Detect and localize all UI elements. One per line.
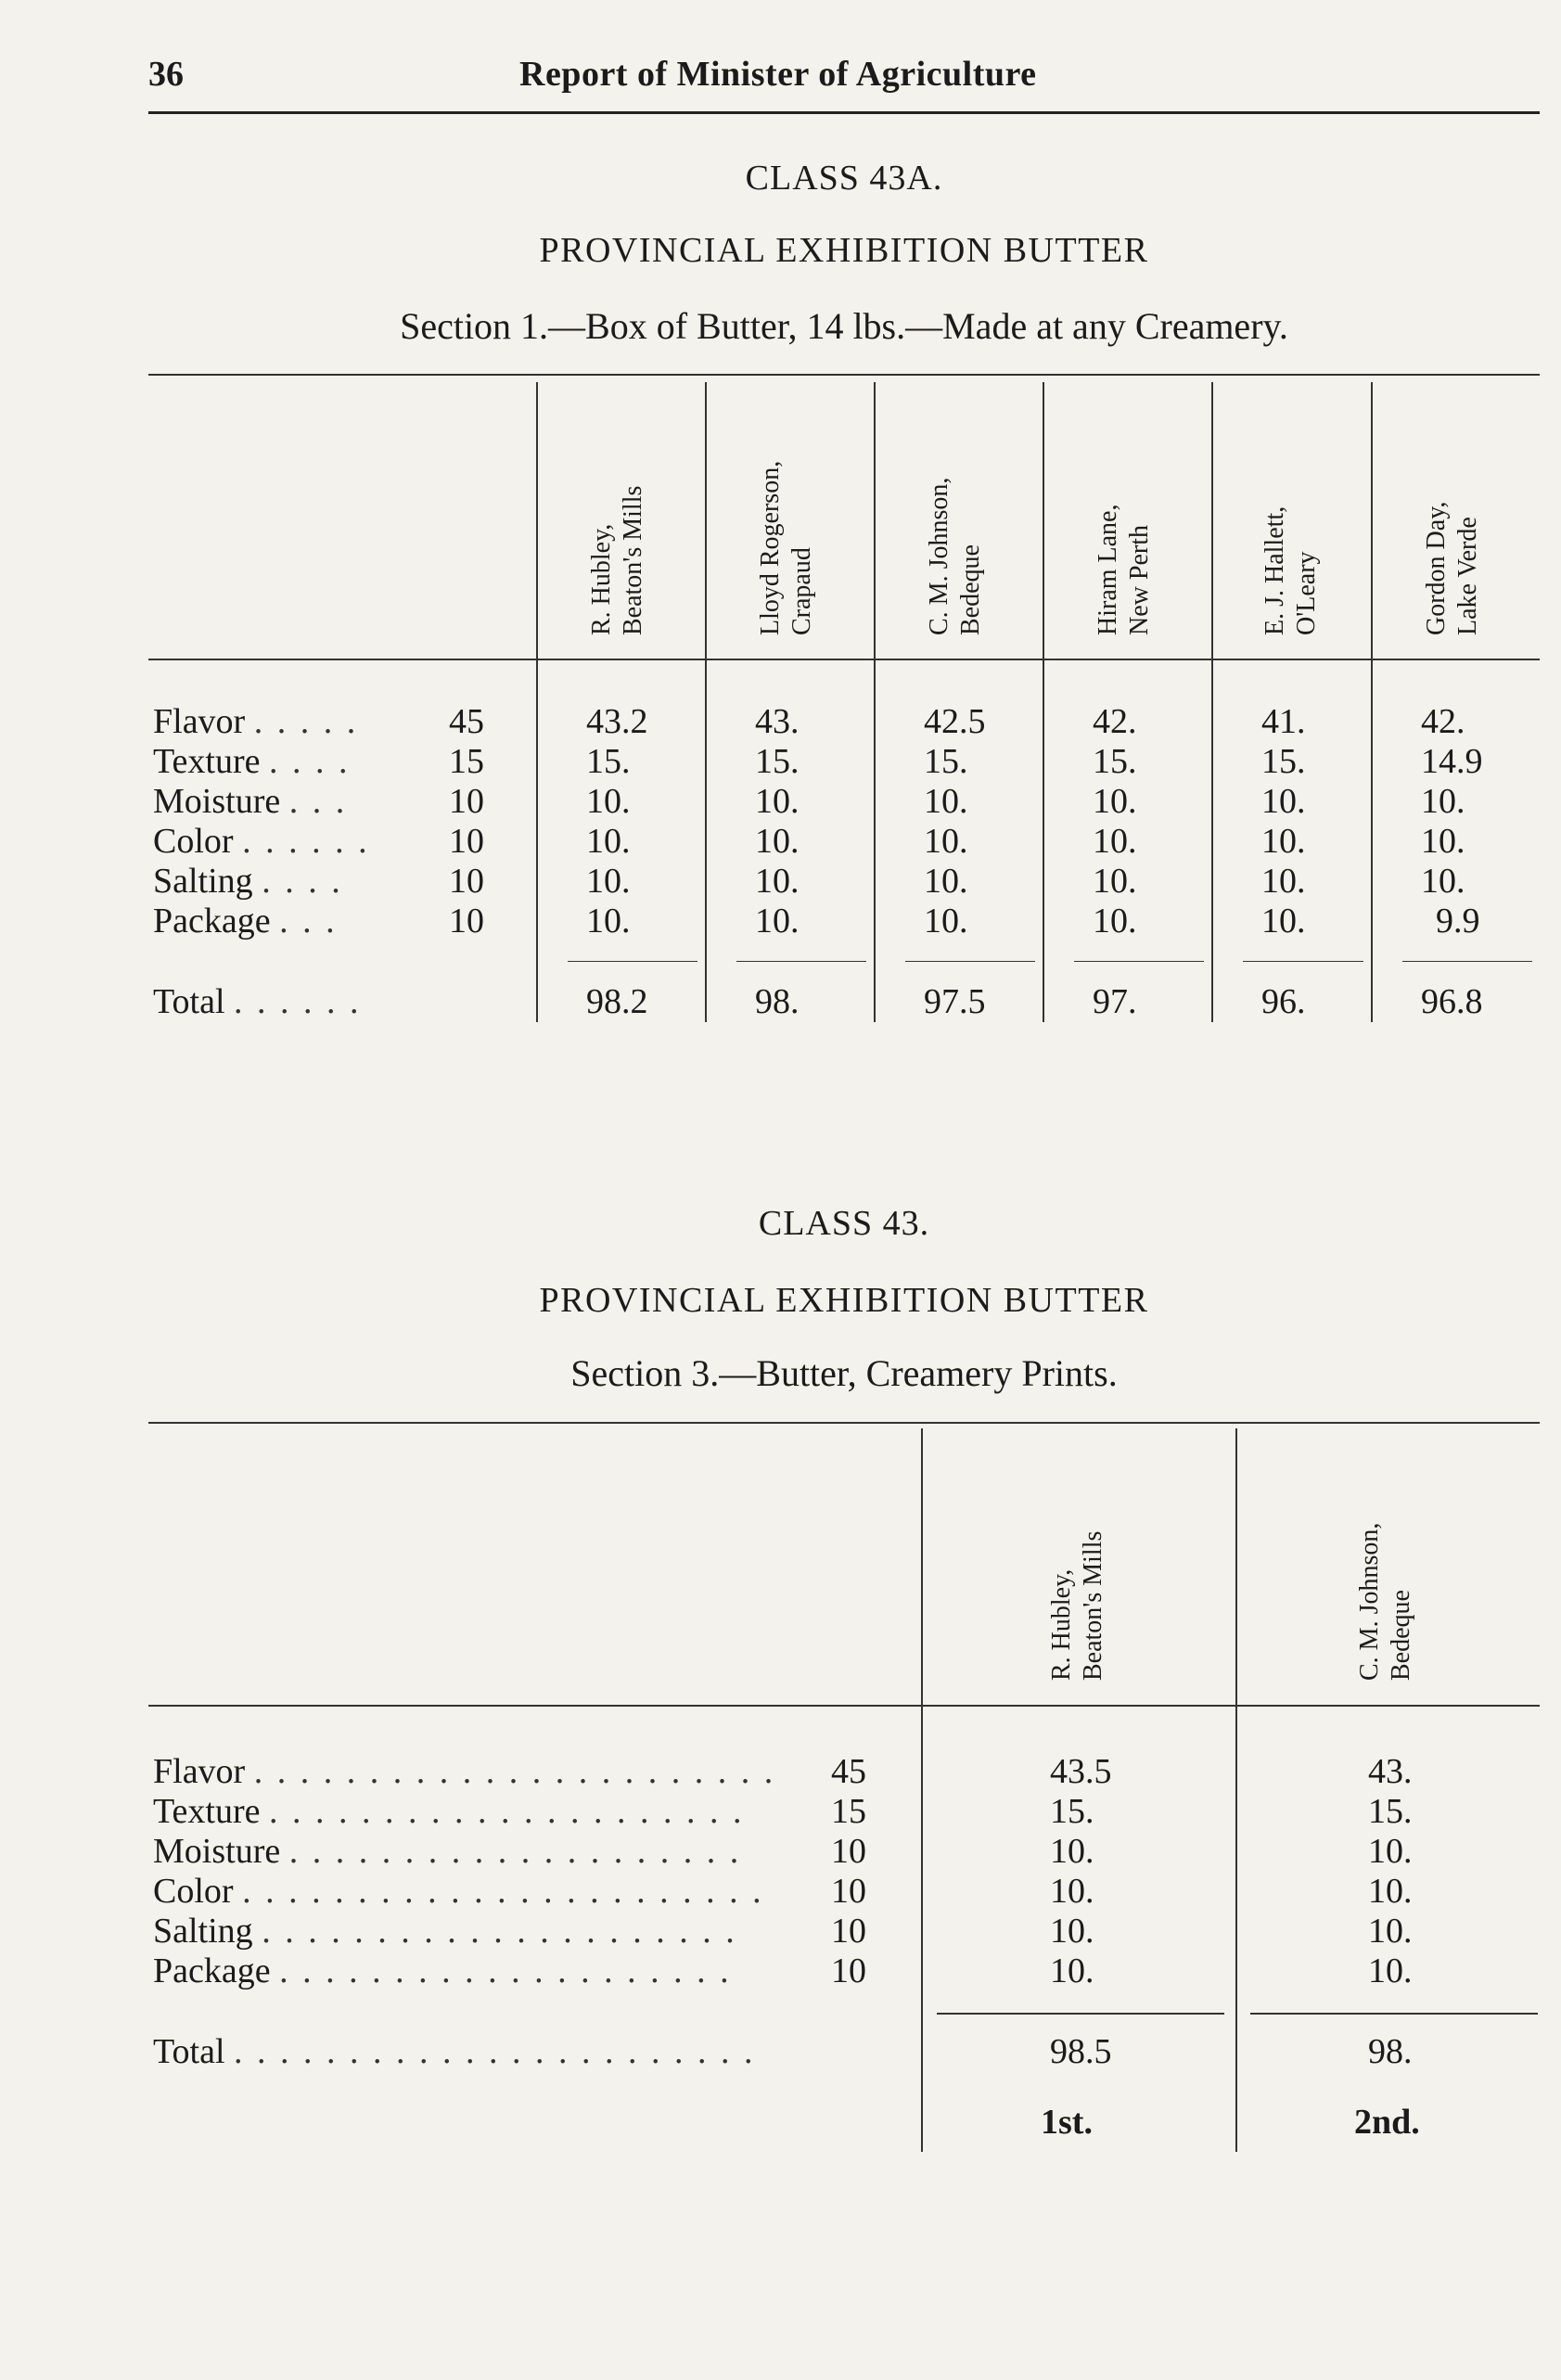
total-row-label: Total . . . . . . . . . . . . . . . . . . . . . . . — [153, 2032, 756, 2071]
score-cell: 10. — [1421, 862, 1465, 901]
total-score: 96.8 — [1421, 982, 1483, 1021]
score-cell: 10. — [924, 822, 968, 861]
score-cell: 10. — [1093, 822, 1137, 861]
score-cell: 15. — [586, 742, 631, 781]
score-cell: 10. — [1421, 822, 1465, 861]
total-underline — [736, 961, 866, 962]
score-cell: 10. — [1093, 862, 1137, 901]
score-cell: 43.2 — [586, 702, 648, 741]
total-underline — [905, 961, 1035, 962]
entrant-name: E. J. Hallett, — [1260, 505, 1289, 635]
score-cell: 10. — [1261, 862, 1306, 901]
score-cell: 15. — [924, 742, 968, 781]
entrant-name: Lloyd Rogerson, — [756, 460, 785, 635]
table1-section-title: Section 1.—Box of Butter, 14 lbs.—Made at any Creamery. — [400, 305, 1288, 347]
score-cell: 10. — [755, 822, 800, 861]
table-row-label: Package . . . — [153, 902, 338, 940]
total-score: 98.5 — [1050, 2032, 1112, 2071]
table1-entrant-header — [1093, 505, 1156, 636]
table-row-label: Salting . . . . — [153, 862, 343, 901]
table-row-label: Moisture . . . — [153, 782, 348, 821]
max-score: 10 — [449, 862, 484, 901]
table1-entrant-header — [924, 478, 987, 635]
max-score: 10 — [831, 1832, 866, 1871]
score-cell: 10. — [1261, 782, 1306, 821]
score-cell: 10. — [1093, 782, 1137, 821]
table2-top-rule — [148, 1422, 1540, 1424]
score-cell: 10. — [586, 822, 631, 861]
score-cell: 10. — [586, 902, 631, 940]
table2-section-title: Section 3.—Butter, Creamery Prints. — [570, 1352, 1118, 1394]
score-cell: 43.5 — [1050, 1752, 1112, 1791]
score-cell: 14.9 — [1421, 742, 1483, 781]
total-underline — [1402, 961, 1532, 962]
total-score: 98. — [755, 982, 800, 1021]
score-cell: 15. — [1093, 742, 1137, 781]
max-score: 45 — [449, 702, 484, 741]
table1-entrant-header — [1260, 506, 1323, 635]
score-cell: 42.5 — [924, 702, 986, 741]
score-cell: 15. — [1368, 1792, 1413, 1831]
score-cell: 10. — [924, 902, 968, 940]
score-cell: 43. — [1368, 1752, 1413, 1791]
table2-column-separator — [1235, 1428, 1237, 2152]
table-row-label: Salting . . . . . . . . . . . . . . . . . . . . . — [153, 1912, 737, 1951]
total-score: 98.2 — [586, 982, 648, 1021]
total-score: 96. — [1261, 982, 1306, 1021]
total-score: 97. — [1093, 982, 1137, 1021]
score-cell: 10. — [1421, 782, 1465, 821]
score-cell: 10. — [924, 782, 968, 821]
entrant-place: New Perth — [1125, 525, 1154, 635]
entrant-name: R. Hubley, — [1047, 1568, 1076, 1681]
score-cell: 10. — [1050, 1832, 1094, 1871]
max-score: 15 — [449, 742, 484, 781]
score-cell: 10. — [1050, 1872, 1094, 1911]
entrant-place: Beaton's Mills — [619, 485, 647, 635]
table-row-label: Moisture . . . . . . . . . . . . . . . . . . . . — [153, 1832, 742, 1871]
entrant-place: O'Leary — [1292, 551, 1321, 635]
table-row-label: Package . . . . . . . . . . . . . . . . . . . . — [153, 1951, 732, 1990]
score-cell: 10. — [755, 902, 800, 940]
score-cell: 10. — [1261, 902, 1306, 940]
entrant-name: C. M. Johnson, — [1355, 1522, 1384, 1681]
score-cell: 43. — [755, 702, 800, 741]
total-row-label: Total . . . . . . — [153, 982, 362, 1021]
table1-column-separator — [1371, 382, 1373, 1022]
table-row-label: Color . . . . . . . . . . . . . . . . . . . . . . . — [153, 1872, 764, 1911]
first-place-award: 1st. — [1041, 2103, 1093, 2142]
class-43-title: CLASS 43. — [758, 1204, 930, 1243]
table-row-label: Texture . . . . . . . . . . . . . . . . . . . . . — [153, 1792, 745, 1831]
score-cell: 42. — [1093, 702, 1137, 741]
score-cell: 9.9 — [1436, 902, 1480, 940]
score-cell: 41. — [1261, 702, 1306, 741]
table2-subtitle: PROVINCIAL EXHIBITION BUTTER — [539, 1281, 1149, 1320]
table-row-label: Texture . . . . — [153, 742, 351, 781]
table1-column-separator — [1043, 382, 1044, 1022]
running-header — [148, 54, 1540, 109]
score-cell: 10. — [1368, 1912, 1413, 1951]
page-number: 36 — [148, 55, 184, 94]
table1-column-separator — [1211, 382, 1213, 1022]
total-underline — [1243, 961, 1363, 962]
total-underline — [1074, 961, 1204, 962]
score-cell: 10. — [1368, 1872, 1413, 1911]
score-cell: 10. — [755, 782, 800, 821]
score-cell: 10. — [586, 782, 631, 821]
max-score: 10 — [831, 1951, 866, 1990]
score-cell: 10. — [1368, 1951, 1413, 1990]
score-cell: 10. — [1093, 902, 1137, 940]
table1-column-separator — [705, 382, 707, 1022]
table-row-label: Flavor . . . . . — [153, 702, 359, 741]
table1-column-separator — [536, 382, 538, 1022]
table2-entrant-header — [1046, 1531, 1109, 1681]
header-rule — [148, 111, 1540, 114]
max-score: 10 — [449, 902, 484, 940]
table1-entrant-header — [586, 486, 649, 635]
max-score: 10 — [449, 822, 484, 861]
running-title: Report of Minister of Agriculture — [519, 55, 1037, 94]
max-score: 15 — [831, 1792, 866, 1831]
score-cell: 15. — [1261, 742, 1306, 781]
score-cell: 10. — [1050, 1951, 1094, 1990]
max-score: 10 — [449, 782, 484, 821]
total-score: 97.5 — [924, 982, 986, 1021]
table-row-label: Color . . . . . . — [153, 822, 370, 861]
entrant-name: C. M. Johnson, — [925, 477, 953, 635]
score-cell: 15. — [1050, 1792, 1094, 1831]
max-score: 10 — [831, 1872, 866, 1911]
entrant-name: Gordon Day, — [1422, 501, 1451, 635]
score-cell: 10. — [755, 862, 800, 901]
entrant-place: Bedeque — [956, 544, 985, 635]
table1-entrant-header — [1421, 502, 1484, 635]
entrant-name: Hiram Lane, — [1094, 504, 1122, 635]
table1-subtitle: PROVINCIAL EXHIBITION BUTTER — [539, 231, 1149, 270]
table2-entrant-header — [1354, 1523, 1417, 1681]
entrant-place: Lake Verde — [1453, 517, 1482, 635]
total-underline — [937, 2013, 1224, 2015]
class-43a-title: CLASS 43A. — [745, 159, 943, 198]
score-cell: 10. — [1050, 1912, 1094, 1951]
entrant-place: Bedeque — [1387, 1590, 1415, 1681]
max-score: 10 — [831, 1912, 866, 1951]
table-row-label: Flavor . . . . . . . . . . . . . . . . . . . . . . . — [153, 1752, 776, 1791]
max-score: 45 — [831, 1752, 866, 1791]
score-cell: 10. — [924, 862, 968, 901]
entrant-place: Crapaud — [787, 547, 816, 635]
table2-column-separator — [921, 1428, 923, 2152]
score-cell: 10. — [1261, 822, 1306, 861]
total-underline — [1250, 2013, 1538, 2015]
table1-entrant-header — [755, 461, 818, 635]
table1-top-rule — [148, 374, 1540, 376]
total-underline — [568, 961, 697, 962]
table2-header-rule — [148, 1705, 1540, 1707]
score-cell: 42. — [1421, 702, 1465, 741]
table1-header-rule — [148, 659, 1540, 660]
score-cell: 10. — [586, 862, 631, 901]
score-cell: 15. — [755, 742, 800, 781]
entrant-name: R. Hubley, — [587, 523, 616, 635]
entrant-place: Beaton's Mills — [1079, 1530, 1107, 1681]
score-cell: 10. — [1368, 1832, 1413, 1871]
table1-column-separator — [874, 382, 876, 1022]
second-place-award: 2nd. — [1354, 2103, 1420, 2142]
total-score: 98. — [1368, 2032, 1413, 2071]
